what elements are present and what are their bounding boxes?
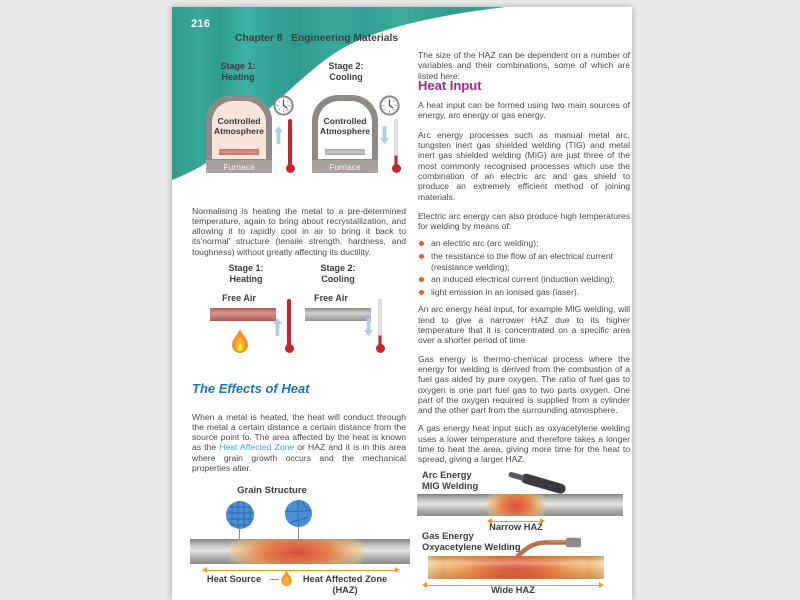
heat-source-leader-line bbox=[270, 579, 279, 580]
list-item: an electric arc (arc welding); bbox=[418, 238, 630, 248]
thermometer-hot-icon bbox=[285, 119, 295, 177]
narrow-haz-label: Narrow HAZ bbox=[489, 522, 543, 532]
stage2-mode: Cooling bbox=[329, 71, 363, 82]
down-arrow-icon bbox=[380, 125, 389, 145]
gas-energy-line2: Oxyacetylene Welding bbox=[422, 541, 521, 552]
effects-of-heat-heading: The Effects of Heat bbox=[192, 381, 310, 396]
stage2-number: Stage 2: bbox=[328, 61, 364, 71]
heat-input-heading: Heat Input bbox=[418, 77, 482, 93]
cooling-furnace-diagram bbox=[312, 95, 378, 173]
effects-text-after: or HAZ and it is in this area where grain growth occurs and the mechanical properties alter. bbox=[192, 442, 406, 474]
stage1-label bbox=[208, 263, 284, 284]
heat-source-label: Heat Source bbox=[206, 574, 262, 584]
haz-intro-paragraph: The size of the HAZ can be dependent on a number of variables and their combinations, some of which are listed here: bbox=[418, 50, 630, 81]
page-number: 216 bbox=[191, 18, 211, 30]
furnace-chamber-label: Controlled Atmosphere bbox=[213, 116, 265, 136]
grain-structure-title: Grain Structure bbox=[237, 485, 307, 496]
metal-bar-hot bbox=[210, 308, 276, 321]
stage1-mode: Heating bbox=[229, 273, 263, 284]
wide-haz-label: Wide HAZ bbox=[491, 585, 535, 595]
chapter-header: Chapter 8 Engineering Materials bbox=[235, 33, 399, 44]
stage1-mode: Heating bbox=[221, 71, 255, 82]
clock-icon bbox=[379, 95, 400, 116]
mig-torch-icon bbox=[508, 471, 570, 503]
stage2-label bbox=[300, 263, 376, 284]
clock-icon bbox=[273, 95, 294, 116]
heat-input-sources-paragraph: A heat input can be formed using two main sources of energy, arc energy or gas energy. bbox=[418, 100, 630, 121]
list-item: light emission in an ionised gas (laser). bbox=[418, 287, 630, 297]
list-item: an induced electrical current (induction welding); bbox=[418, 274, 630, 284]
gas-energy-label bbox=[422, 531, 521, 552]
furnace-base bbox=[312, 160, 378, 173]
arc-energy-line1: Arc Energy bbox=[422, 470, 472, 480]
coarse-grain-detail-icon bbox=[284, 499, 313, 528]
normalising-paragraph: Normalising is heating the metal to a pre-determined temperature, again to bring about recrystallization, and allowing it to rapidly cool in air to bring it back to its'normal' structure (tensile strength, hardness, and toughness) without greatly affecting its ductility. bbox=[192, 205, 406, 257]
furnace-base bbox=[206, 160, 272, 173]
list-item: the resistance to the flow of an electrical current (resistance welding); bbox=[418, 251, 630, 272]
right-text-column bbox=[418, 50, 630, 465]
metal-workpiece-hot bbox=[219, 149, 259, 155]
flame-icon bbox=[230, 327, 250, 357]
heating-furnace-diagram bbox=[206, 95, 272, 173]
electric-arc-paragraph: Electric arc energy can also produce high temperatures for welding by means of: bbox=[418, 210, 630, 232]
heat-affected-zone-gradient bbox=[230, 539, 363, 564]
arc-energy-label bbox=[422, 470, 478, 491]
stage1-label bbox=[200, 61, 276, 82]
welding-methods-list bbox=[418, 238, 630, 297]
stage1-number: Stage 1: bbox=[220, 61, 256, 71]
stage2-number: Stage 2: bbox=[320, 263, 356, 273]
heat-affected-zone-label: Heat Affected Zone bbox=[302, 574, 388, 584]
gas-energy-line1: Gas Energy bbox=[422, 531, 474, 541]
haz-dimension-line bbox=[202, 567, 400, 574]
furnace-chamber-label: Controlled Atmosphere bbox=[319, 116, 371, 136]
free-air-label: Free Air bbox=[314, 293, 348, 303]
arc-energy-line2: MIG Welding bbox=[422, 480, 479, 491]
stage2-mode: Cooling bbox=[321, 273, 355, 284]
haz-highlighted-term: Heat Affected Zone bbox=[219, 442, 295, 453]
book-page bbox=[172, 7, 632, 600]
metal-workpiece-cool bbox=[325, 149, 365, 155]
furnace-base-label: Furnace bbox=[223, 161, 255, 172]
gas-energy-paragraph: Gas energy is thermo-chemical process where the energy for welding is derived from the combustion of a fuel gas aided by pure oxygen. The ratio of fuel gas to oxygen is one part fuel gas to two parts oxygen. One part of the oxygen required is supplied from a cylinder and the other part from the surrounding atmosphere. bbox=[418, 353, 630, 416]
flame-icon bbox=[280, 569, 293, 589]
effects-text-before: When a metal is heated, the heat will conduct through the metal a certain distance a certain distance from the source point to. The area affected by the heat is known as the bbox=[192, 411, 406, 453]
stage2-label bbox=[308, 61, 384, 82]
effects-paragraph bbox=[192, 412, 406, 474]
oxyacetylene-paragraph: A gas energy heat input such as oxyacetylene welding uses a lower temperature and therefore takes a longer time to heat the area, giving more time for the heat to spread, giving a larger HAZ. bbox=[418, 423, 630, 465]
fine-grain-detail-icon bbox=[225, 500, 255, 530]
metal-bar-haz-diagram bbox=[190, 539, 410, 564]
thermometer-hot-icon bbox=[284, 299, 294, 357]
stage1-number: Stage 1: bbox=[228, 263, 264, 273]
thermometer-cold-icon bbox=[391, 119, 401, 177]
gas-torch-icon bbox=[516, 534, 582, 560]
thermometer-cold-icon bbox=[375, 299, 385, 357]
mig-haz-paragraph: An arc energy heat input, for example MIG welding, will tend to give a narrower HAZ due to its higher temperature that it is concentrated on a specific area over a shorter period of time bbox=[418, 304, 630, 346]
arc-energy-paragraph: Arc energy processes such as manual metal arc, tungsten inert gas shielded welding (TIG) and metal inert gas shielded welding (MIG) are just three of the most commonly recognised processes which use the combination of an electric arc and gas shield to produce an extremely efficient method of joining materials. bbox=[418, 129, 630, 202]
free-air-label: Free Air bbox=[222, 293, 256, 303]
metal-bar-cool bbox=[305, 308, 371, 321]
up-arrow-icon bbox=[274, 125, 283, 145]
up-arrow-icon bbox=[273, 317, 282, 337]
down-arrow-icon bbox=[364, 317, 373, 337]
haz-abbr-label: (HAZ) bbox=[332, 585, 358, 595]
furnace-base-label: Furnace bbox=[329, 161, 361, 172]
